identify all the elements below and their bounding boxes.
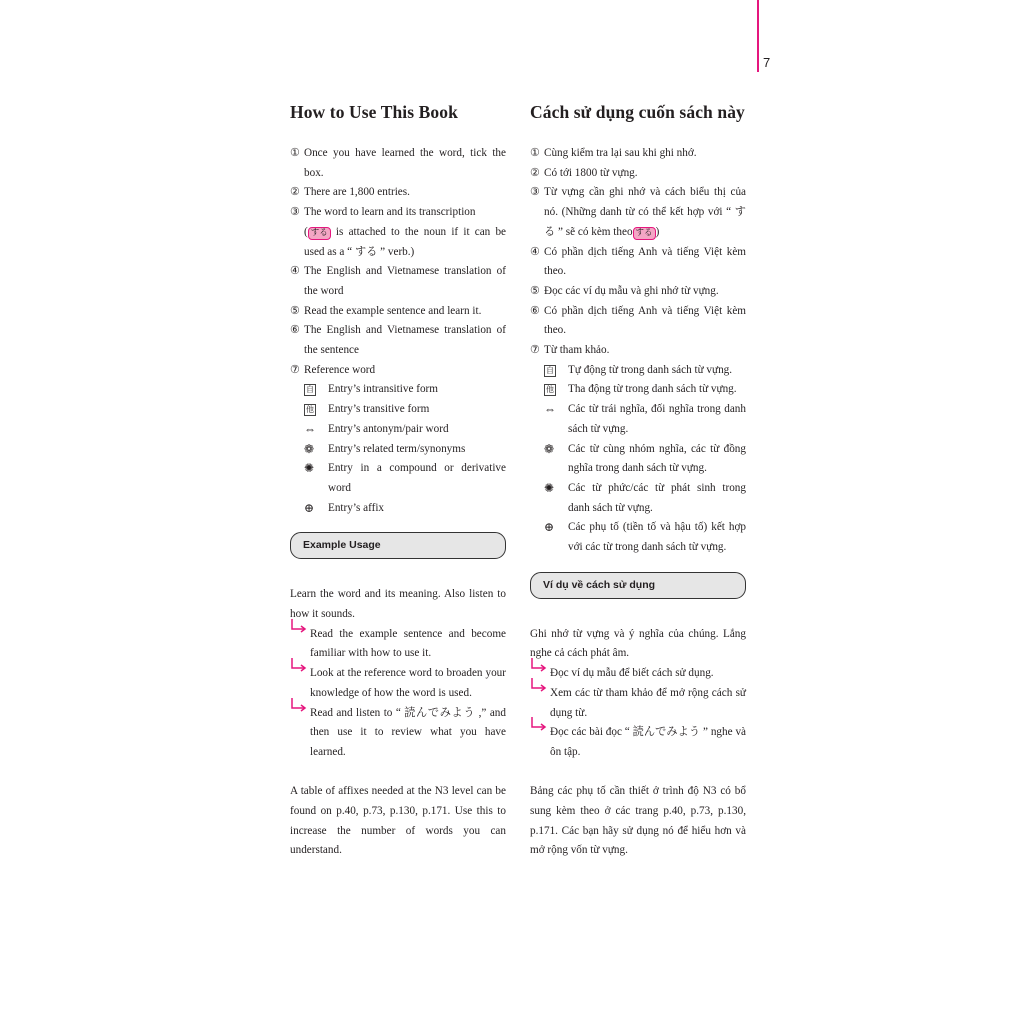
list-item: ⑤ Đọc các ví dụ mẫu và ghi nhớ từ vựng. bbox=[530, 284, 719, 297]
affix-plus-icon: ⊕ bbox=[544, 520, 555, 535]
footer-text: A table of affixes needed at the N3 level can be found on p.40, p.73, p.130, p.171. Use this to increase the number of words you can understand. bbox=[290, 785, 506, 857]
antonym-arrow-icon: ⇔ bbox=[304, 421, 316, 436]
example-usage-heading: Example Usage bbox=[290, 532, 506, 559]
list-item: ⑤ Read the example sentence and learn it. bbox=[290, 304, 482, 317]
step-item: Read the example sentence and become familiar with how to use it. bbox=[290, 625, 506, 664]
ref-item-related: ❁ Các từ cùng nhóm nghĩa, các từ đồng nghĩa trong danh sách từ vựng. bbox=[544, 441, 746, 475]
intransitive-icon: 自 bbox=[306, 385, 314, 395]
list-item: ④ Có phần dịch tiếng Anh và tiếng Việt kèm theo. bbox=[530, 245, 746, 278]
list-item: ⑥ Có phần dịch tiếng Anh và tiếng Việt kèm theo. bbox=[530, 304, 746, 337]
ref-item-transitive: 他 Entry’s transitive form bbox=[304, 400, 506, 420]
transitive-icon: 他 bbox=[306, 404, 314, 414]
ref-item-related: ❁ Entry’s related term/synonyms bbox=[304, 440, 506, 460]
list-item: ④ The English and Vietnamese translation of the word bbox=[290, 265, 506, 297]
transitive-icon: 他 bbox=[546, 385, 554, 395]
list-item: ③ Từ vựng cần ghi nhớ và cách biểu thị của nó. (Những danh từ có thể kết hợp với “ する ” sẽ có kèm theo する ) bbox=[530, 186, 746, 238]
ref-item-compound: ✺ Các từ phức/các từ phát sinh trong danh sách từ vựng. bbox=[544, 480, 746, 514]
vietnamese-title: Cách sử dụng cuốn sách này bbox=[530, 102, 745, 122]
step-item: Đọc ví dụ mẫu để biết cách sử dụng. bbox=[530, 664, 746, 684]
list-item: ⑥ The English and Vietnamese translation of the sentence bbox=[290, 324, 506, 357]
footer-text: Bảng các phụ tố cần thiết ở trình độ N3 có bổ sung kèm theo ở các trang p.40, p.73, p.130, p.171. Các bạn hãy sử dụng nó để hiểu hơn và mở rộng vốn từ vựng. bbox=[530, 785, 746, 857]
intro-text: Ghi nhớ từ vựng và ý nghĩa của chúng. Lắng nghe cả cách phát âm. bbox=[530, 627, 746, 660]
page-margin-rule bbox=[757, 0, 759, 72]
suru-badge: する bbox=[633, 227, 656, 240]
step-item: Look at the reference word to broaden your knowledge of how the word is used. bbox=[290, 664, 506, 703]
affix-plus-icon: ⊕ bbox=[304, 500, 315, 515]
english-column bbox=[290, 100, 506, 861]
vietnamese-column bbox=[530, 100, 746, 861]
suru-badge: する bbox=[308, 227, 331, 240]
compound-star-icon: ✺ bbox=[304, 461, 315, 476]
intro-text: Learn the word and its meaning. Also listen to how it sounds. bbox=[290, 588, 506, 621]
compound-star-icon: ✺ bbox=[544, 480, 555, 495]
ref-item-antonym: ⇔ Entry’s antonym/pair word bbox=[304, 420, 506, 440]
list-item-note: ( する is attached to the noun if it can be used as a “ する ” verb.) bbox=[304, 225, 506, 258]
list-item: ⑦ Từ tham khảo. bbox=[530, 344, 610, 357]
ref-item-intransitive: 自 Entry’s intransitive form bbox=[304, 380, 506, 400]
english-title: How to Use This Book bbox=[290, 102, 458, 122]
related-flower-icon: ❁ bbox=[544, 441, 555, 456]
pink-arrow-icon bbox=[530, 723, 550, 762]
ref-item-compound: ✺ Entry in a compound or derivative word bbox=[304, 461, 506, 494]
ref-item-antonym: ⇔ Các từ trái nghĩa, đối nghĩa trong danh sách từ vựng. bbox=[544, 402, 746, 435]
list-item: ③ The word to learn and its transcription bbox=[290, 206, 476, 219]
related-flower-icon: ❁ bbox=[304, 441, 315, 456]
list-item: ① Once you have learned the word, tick the box. bbox=[290, 147, 506, 179]
example-usage-heading: Ví dụ về cách sử dụng bbox=[530, 572, 746, 599]
list-item: ② There are 1,800 entries. bbox=[290, 186, 410, 199]
pink-arrow-icon bbox=[290, 704, 310, 763]
list-item: ① Cùng kiểm tra lại sau khi ghi nhớ. bbox=[530, 147, 697, 159]
step-item: Read and listen to “ 読んでみよう ,” and then use it to review what you have learned. bbox=[290, 704, 506, 763]
ref-item-transitive: 他 Tha động từ trong danh sách từ vựng. bbox=[544, 380, 746, 400]
step-item: Đọc các bài đọc “ 読んでみよう ” nghe và ôn tập. bbox=[530, 723, 746, 762]
page-number: 7 bbox=[763, 55, 771, 70]
antonym-arrow-icon: ⇔ bbox=[544, 402, 556, 417]
list-item: ⑦ Reference word bbox=[290, 363, 376, 376]
ref-item-affix: ⊕ Entry’s affix bbox=[304, 499, 506, 519]
ref-item-intransitive: 自 Tự động từ trong danh sách từ vựng. bbox=[544, 361, 746, 381]
list-item: ② Có tới 1800 từ vựng. bbox=[530, 166, 638, 179]
intransitive-icon: 自 bbox=[546, 365, 554, 375]
step-item: Xem các từ tham khảo để mở rộng cách sử dụng từ. bbox=[530, 684, 746, 723]
ref-item-affix: ⊕ Các phụ tố (tiền tố và hậu tố) kết hợp với các từ trong danh sách từ vựng. bbox=[544, 520, 746, 554]
